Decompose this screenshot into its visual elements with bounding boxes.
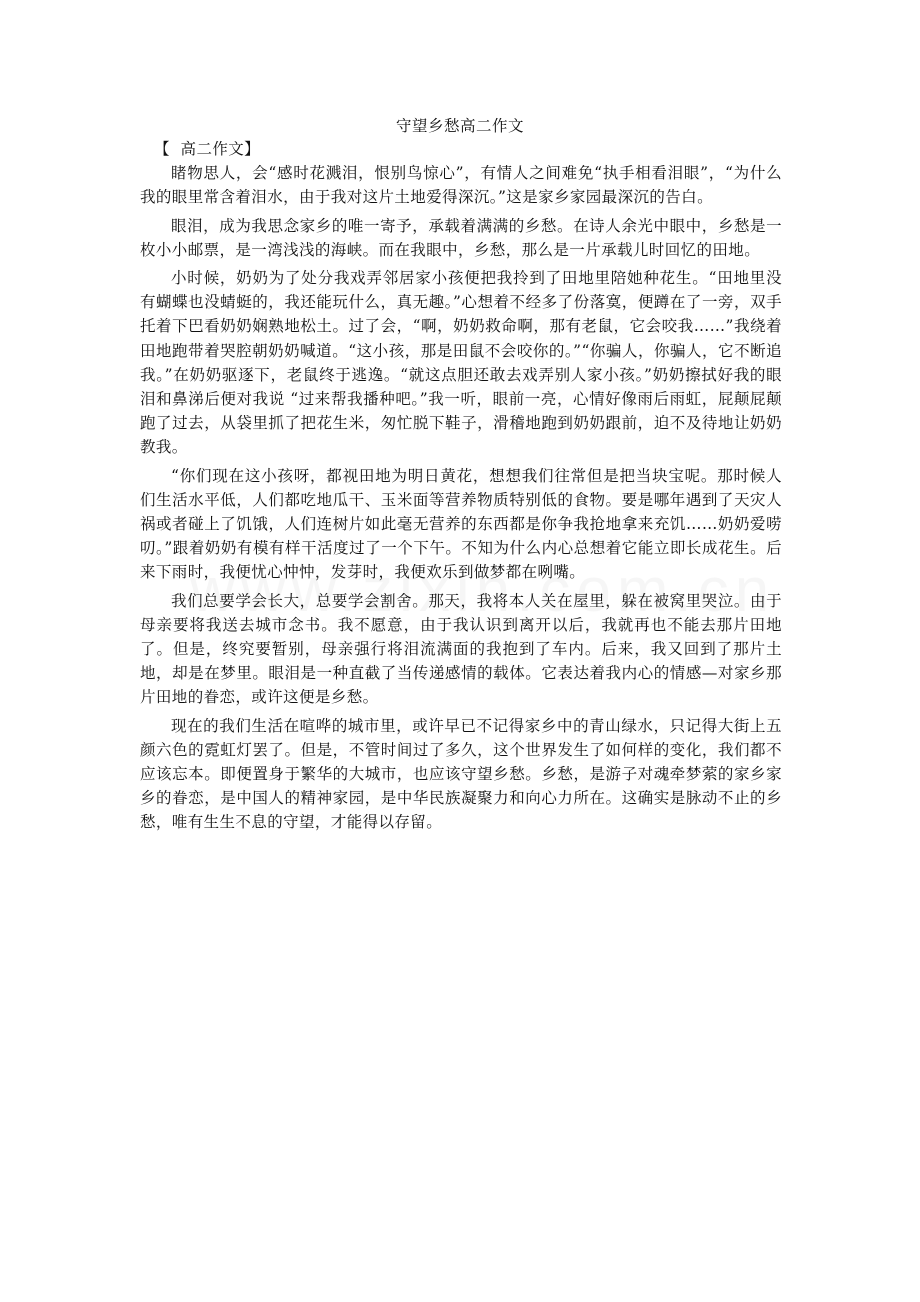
paragraph: 我们总要学会长大，总要学会割舍。那天，我将本人关在屋里，躲在被窝里哭泣。由于母亲要将我送去城市念书。我不愿意，由于我认识到离开以后，我就再也不能去那片田地了。但是，终究要暂别，母亲强行将泪流满面的我抱到了车内。后来，我又回到了那片土地，却是在梦里。眼泪是一种直截了当传递感情的载体。它表达着我内心的情感—对家乡那片田地的眷恋，或许这便是乡愁。 — [140, 591, 782, 707]
paragraph: “你们现在这小孩呀，都视田地为明日黄花，想想我们往常但是把当块宝呢。那时候人们生活水平低，人们都吃地瓜干、玉米面等营养物质特别低的食物。要是哪年遇到了天灾人祸或者碰上了饥饿，人们连树片如此毫无营养的东西都是你争我抢地拿来充饥……奶奶爱唠叨。”跟着奶奶有模有样干活度过了一个下午。不知为什么内心总想着它能立即长成花生。后来下雨时，我便忧心忡忡，发芽时，我便欢乐到做梦都在咧嘴。 — [140, 466, 782, 582]
category-tag: 【 高二作文】 — [154, 140, 261, 158]
paragraph: 现在的我们生活在喧哗的城市里，或许早已不记得家乡中的青山绿水，只记得大街上五颜六色的霓虹灯罢了。但是，不管时间过了多久，这个世界发生了如何样的变化，我们都不应该忘本。即便置身于繁华的大城市，也应该守望乡愁。乡愁，是游子对魂牵梦萦的家乡家乡的眷恋，是中国人的精神家园，是中华民族凝聚力和向心力所在。这确实是脉动不止的乡愁，唯有生生不息的守望，才能得以存留。 — [140, 716, 782, 832]
paragraph: 睹物思人，会“感时花溅泪，恨别鸟惊心”，有情人之间难免“执手相看泪眼”，“为什么我的眼里常含着泪水，由于我对这片土地爱得深沉。”这是家乡家园最深沉的告白。 — [140, 164, 782, 207]
page-title: 守望乡愁高二作文 — [395, 117, 524, 135]
essay-body — [140, 137, 782, 839]
paragraph: 小时候，奶奶为了处分我戏弄邻居家小孩便把我拎到了田地里陪她种花生。“田地里没有蝴蝶也没蜻蜓的，我还能玩什么，真无趣。”心想着不经多了份落寞，便蹲在了一旁，双手托着下巴看奶奶娴熟地松土。过了会，“啊，奶奶救命啊，那有老鼠，它会咬我……”我绕着田地跑带着哭腔朝奶奶喊道。“这小孩，那是田鼠不会咬你的。”“你骗人，你骗人，它不断追我。”在奶奶驱逐下，老鼠终于逃逸。“就这点胆还敢去戏弄别人家小孩。”奶奶擦拭好我的眼泪和鼻涕后便对我说 “过来帮我播种吧。”我一听，眼前一亮，心情好像雨后雨虹，屁颠屁颠跑了过去，从袋里抓了把花生米，匆忙脱下鞋子，滑稽地跑到奶奶跟前，迫不及待地让奶奶教我。 — [140, 269, 782, 457]
paragraph: 眼泪，成为我思念家乡的唯一寄予，承载着满满的乡愁。在诗人余光中眼中，乡愁是一枚小小邮票，是一湾浅浅的海峡。而在我眼中，乡愁，那么是一片承载儿时回忆的田地。 — [140, 216, 782, 259]
